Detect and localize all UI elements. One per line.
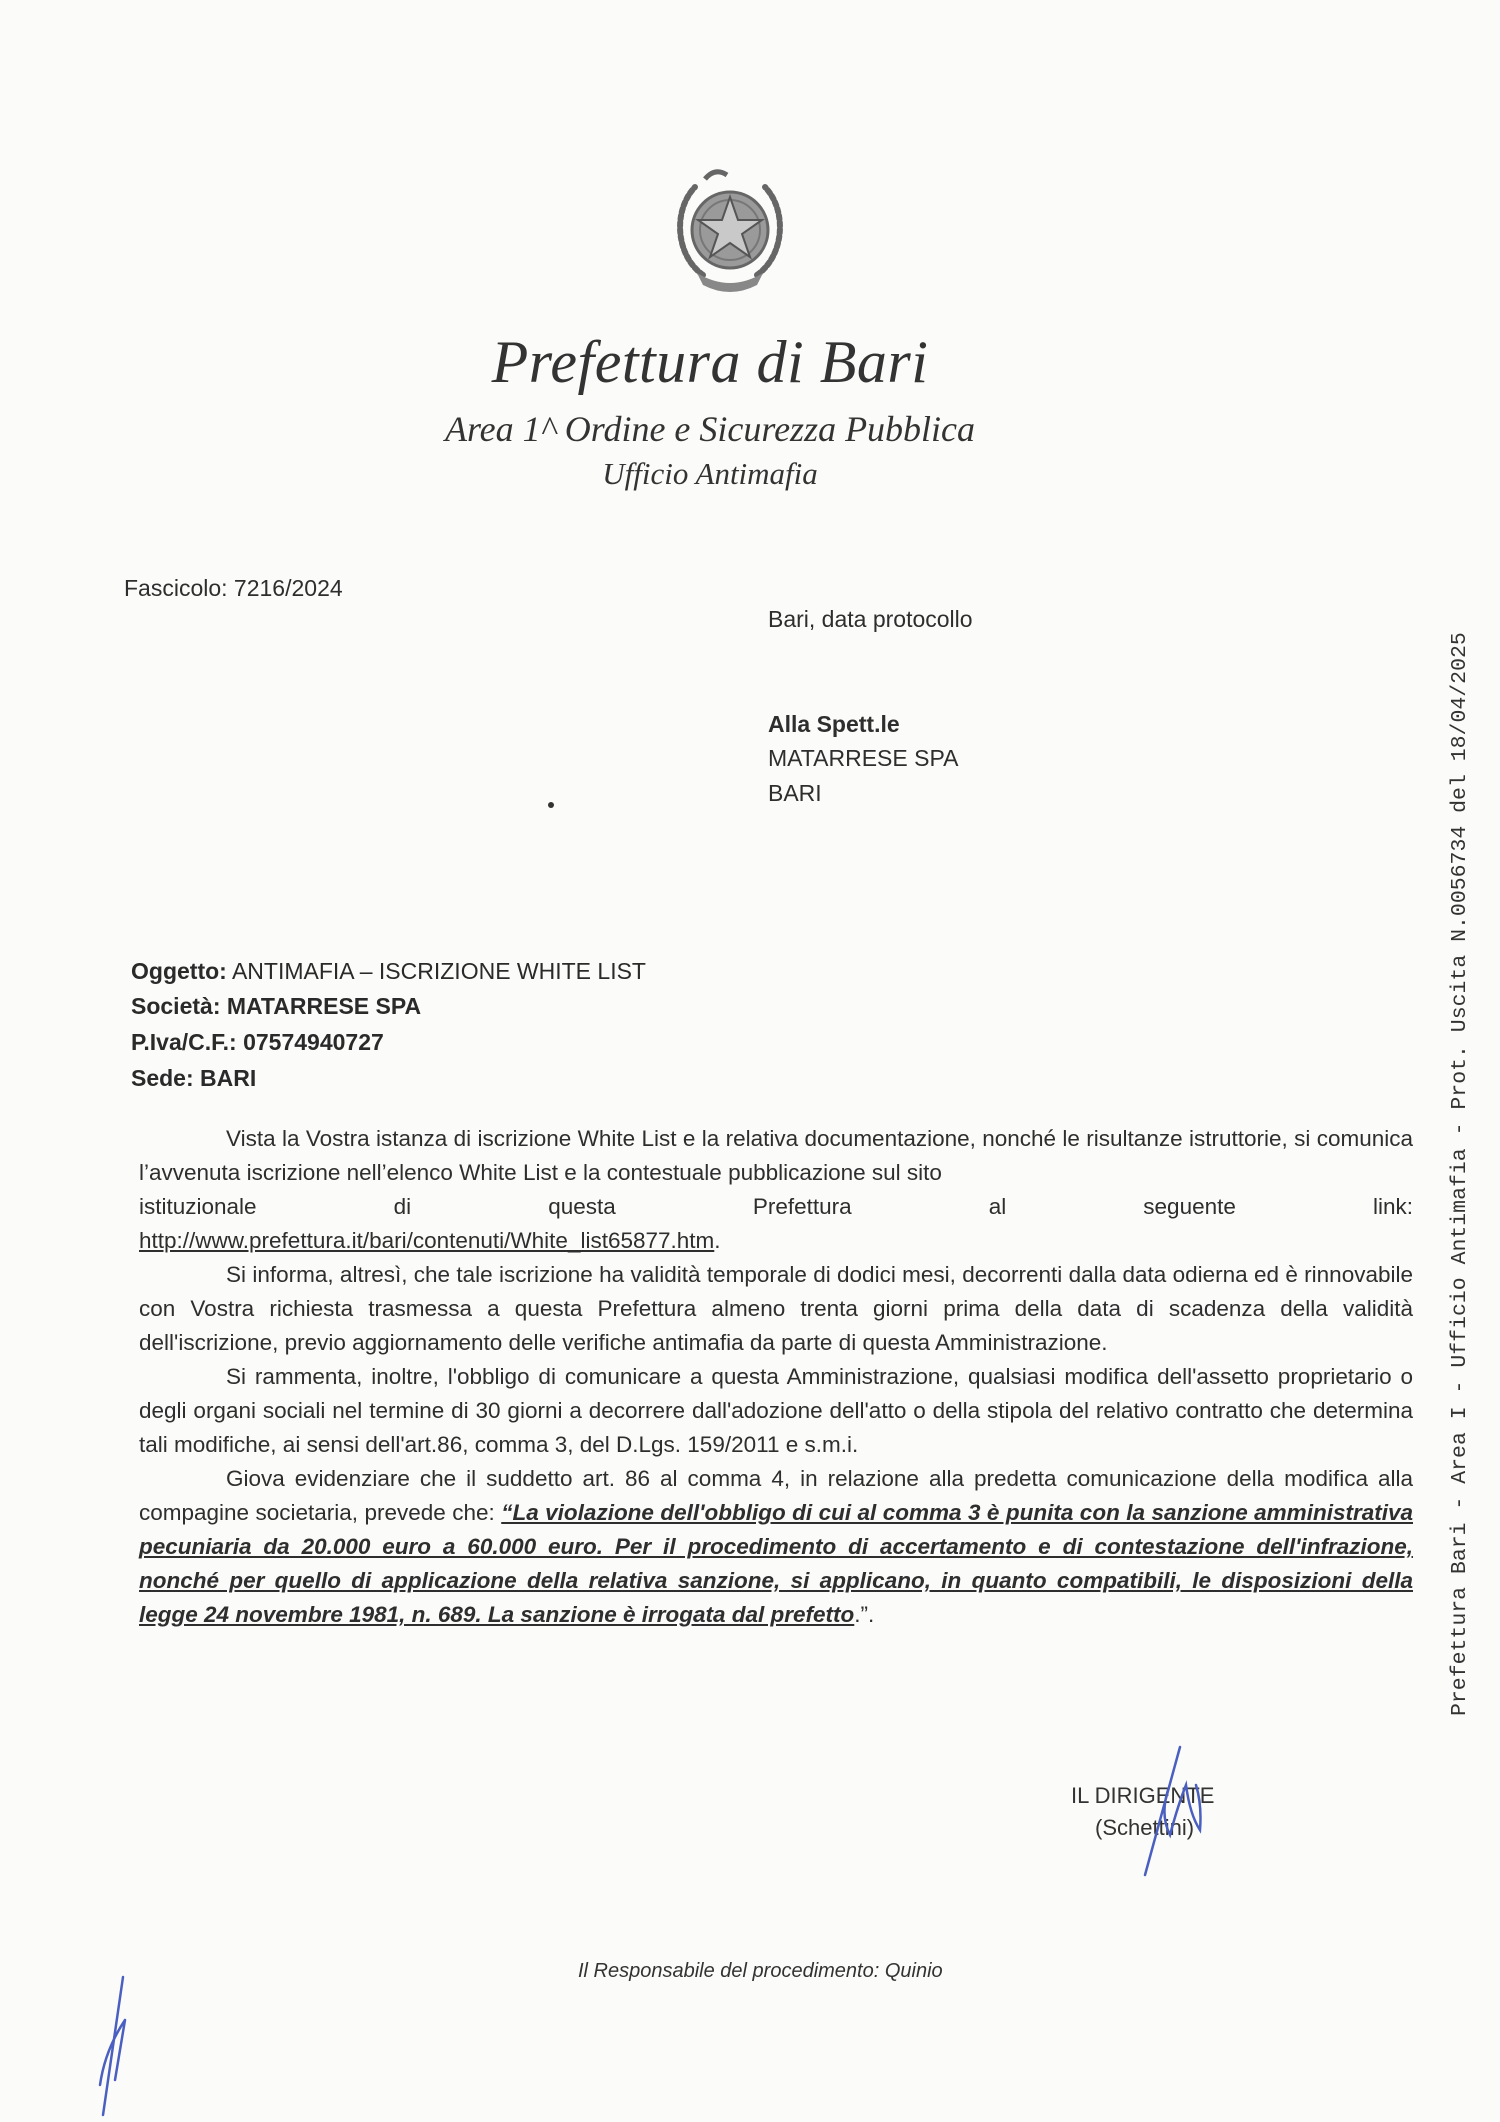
signer-name: (Schettini) — [1095, 1815, 1195, 1840]
paragraph-4 — [139, 1462, 1413, 1632]
paragraph-4-intro: Giova evidenziare che il suddetto art. 86 al comma 4, in relazione alla predetta comunicazione della modifica alla compagine societaria, prevede che: — [139, 1466, 1413, 1525]
emblem-icon — [665, 165, 795, 300]
vat-value: 07574940727 — [243, 1029, 384, 1055]
vat-line — [131, 1029, 384, 1056]
file-number: Fascicolo: 7216/2024 — [124, 575, 343, 601]
paragraph-3: Si rammenta, inoltre, l'obbligo di comunicare a questa Amministrazione, qualsiasi modifica dell'assetto proprietario o degli organi sociali nel termine di 30 giorni a decorrere dall'adozione dell'atto o della stipola del relativo contratto che determina tali modifiche, ai sensi dell'art.86, comma 3, del D.Lgs. 159/2011 e s.m.i. — [139, 1364, 1413, 1457]
letter-body — [139, 1122, 1413, 1632]
white-list-link[interactable]: http://www.prefettura.it/bari/contenuti/White_list65877.htm — [139, 1228, 715, 1253]
word: Prefettura — [752, 1194, 852, 1219]
link-line — [139, 1224, 1413, 1258]
paragraph-1-spread-line — [139, 1190, 1413, 1224]
seat-label: Sede: — [131, 1065, 194, 1091]
word: link: — [1372, 1194, 1413, 1219]
word: questa — [548, 1194, 616, 1219]
law-quote: “La violazione dell'obbligo di cui al comma 3 è punita con la sanzione amministrativa pecuniaria da 20.000 euro a 60.000 euro. Per il procedimento di accertamento e di contestazione dell'infrazione, nonché per quello di applicazione della relativa sanzione, si applicano, in quanto compatibili, le disposizioni della legge 24 novembre 1981, n. 689. La sanzione è irrogata dal prefetto — [139, 1500, 1413, 1627]
paragraph-1: Vista la Vostra istanza di iscrizione White List e la relativa documentazione, nonché le risultanze istruttorie, si comunica l’avvenuta iscrizione nell’elenco White List e la contestuale pubblicazione sul sito — [139, 1126, 1413, 1185]
recipient-salutation: Alla Spett.le — [768, 711, 900, 737]
director-signature-icon — [1130, 1745, 1220, 1885]
seat-value: BARI — [200, 1065, 257, 1091]
quote-end: .”. — [854, 1602, 875, 1627]
subject-label: Oggetto: — [131, 958, 227, 984]
subject-line — [131, 958, 646, 985]
place-date: Bari, data protocollo — [768, 606, 973, 632]
office-title: Prefettura di Bari — [491, 329, 929, 395]
scan-speck — [548, 802, 554, 808]
company-label: Società: — [131, 993, 221, 1019]
seat-line — [131, 1065, 256, 1092]
word: seguente — [1143, 1194, 1236, 1219]
word: di — [393, 1194, 412, 1219]
subject-value: ANTIMAFIA – ISCRIZIONE WHITE LIST — [231, 958, 646, 984]
company-line — [131, 993, 421, 1020]
signer-role: IL DIRIGENTE — [1071, 1783, 1215, 1808]
paragraph-2: Si informa, altresì, che tale iscrizione ha validità temporale di dodici mesi, decorrenti dalla data odierna ed è rinnovabile con Vostra richiesta trasmessa a questa Prefettura almeno trenta giorni prima della data di scadenza della validità dell'iscrizione, previo aggiornamento delle verifiche antimafia da parte di questa Amministrazione. — [139, 1262, 1413, 1355]
period: . — [714, 1228, 721, 1253]
office-area: Area 1^ Ordine e Sicurezza Pubblica — [444, 409, 976, 449]
company-value: MATARRESE SPA — [226, 993, 422, 1019]
word: istituzionale — [139, 1194, 257, 1219]
procedure-responsible: Il Responsabile del procedimento: Quinio — [578, 1960, 943, 1982]
office-unit: Ufficio Antimafia — [602, 456, 818, 491]
protocol-stamp: Prefettura Bari - Area I - Ufficio Antimafia - Prot. Uscita N.0056734 del 18/04/2025 — [1448, 632, 1472, 1716]
word: al — [988, 1194, 1007, 1219]
recipient-city: BARI — [768, 780, 822, 806]
initials-signature-icon — [95, 1975, 155, 2120]
recipient-name: MATARRESE SPA — [768, 745, 959, 771]
vat-label: P.Iva/C.F.: — [131, 1029, 237, 1055]
